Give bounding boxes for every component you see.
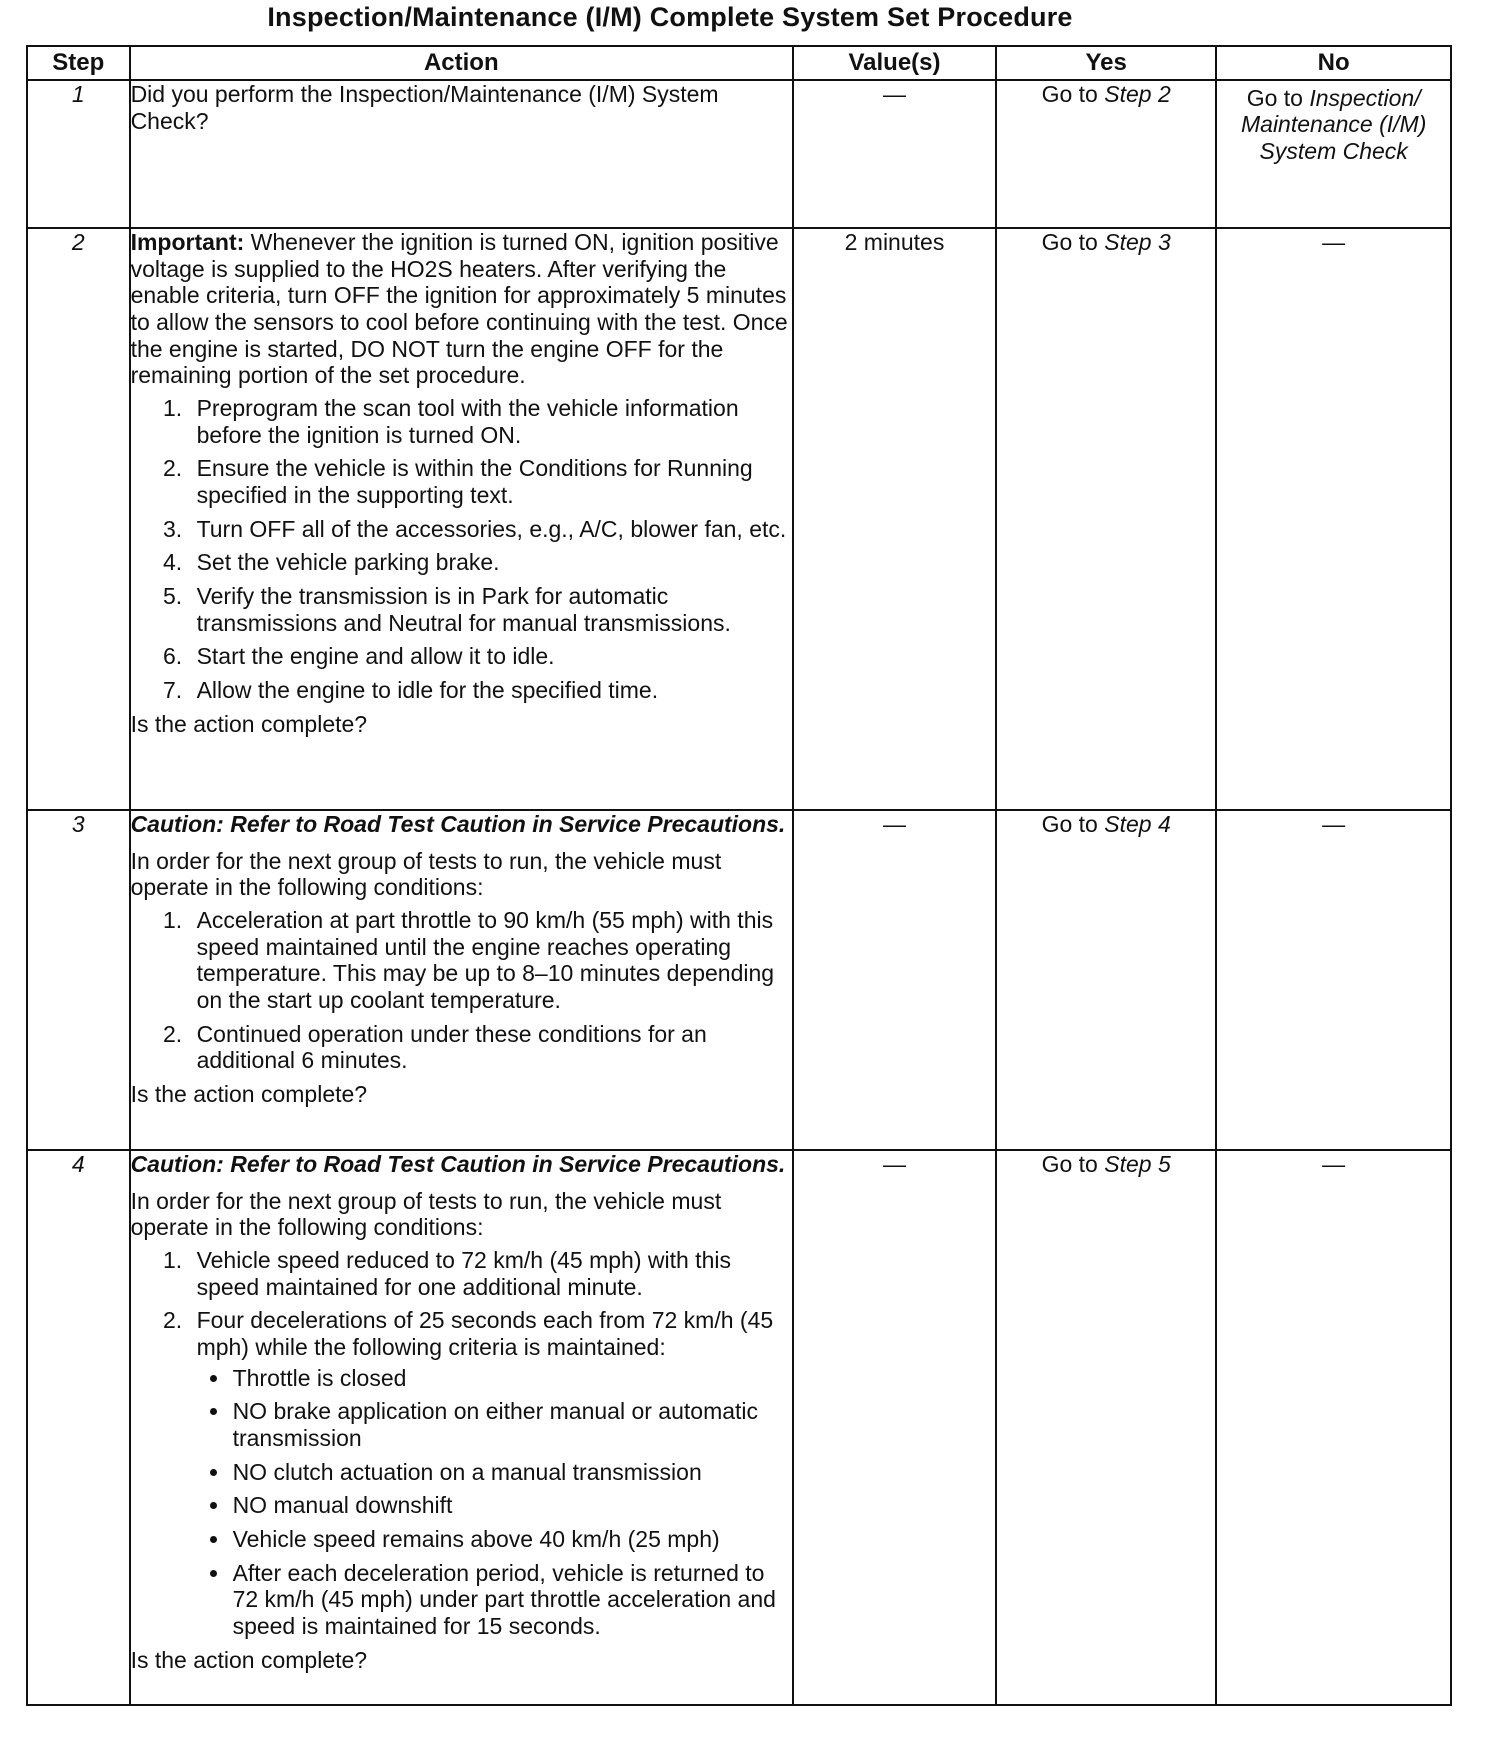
intro-text: In order for the next group of tests to run, the vehicle must operate in the following conditions: [130,1187,722,1241]
step-number: 4 [27,1150,130,1705]
value-cell: — [793,810,996,1150]
intro-text: In order for the next group of tests to run, the vehicle must operate in the following conditions: [130,847,722,901]
procedure-list [131,395,792,704]
action-cell [130,810,793,1150]
header-action: Action [130,46,793,80]
bullet-item: • After each deceleration period, vehicle is returned to 72 km/h (45 mph) under part throttle acceleration and speed is maintained for 15 seconds. [231,1560,792,1640]
header-yes: Yes [996,46,1216,80]
important-note [131,229,792,389]
no-link[interactable]: Inspection/ Maintenance (I/M) System Check [1241,85,1427,164]
list-item: 1. Preprogram the scan tool with the vehicle information before the ignition is turned ON. [189,395,792,448]
step-number: 2 [27,228,130,810]
bullet-item: • Throttle is closed [231,1365,792,1392]
yes-link[interactable]: Step 2 [1104,81,1171,107]
yes-prefix: Go to [1041,81,1105,107]
list-item: 6. Start the engine and allow it to idle. [189,643,792,670]
list-item: 5. Verify the transmission is in Park for automatic transmissions and Neutral for manual transmissions. [189,583,792,636]
procedure-list [131,907,792,1074]
no-cell: — [1216,810,1451,1150]
bullet-item: • NO brake application on either manual or automatic transmission [231,1398,792,1451]
no-cell [1216,80,1451,228]
list-item: 2. Ensure the vehicle is within the Conditions for Running specified in the supporting text. [189,455,792,508]
procedure-list [131,1247,792,1640]
table-row [27,810,1451,1150]
value-cell: 2 minutes [793,228,996,810]
table-row [27,1150,1451,1705]
question-text: Is the action complete? [130,710,368,737]
header-values: Value(s) [793,46,996,80]
header-row [27,46,1451,80]
yes-link[interactable]: Step 3 [1104,229,1171,255]
step-number: 1 [27,80,130,228]
step-number: 3 [27,810,130,1150]
no-prefix: Go to [1246,85,1310,111]
list-item-text: Four decelerations of 25 seconds each from 72 km/h (45 mph) while the following criteria is maintained: [196,1307,774,1361]
page-title: Inspection/Maintenance (I/M) Complete System Set Procedure [267,2,1073,32]
question-text: Is the action complete? [130,1646,368,1673]
action-cell [130,228,793,810]
caution-note: Caution: Refer to Road Test Caution in Service Precautions. [130,1151,786,1177]
important-label: Important: [130,229,245,255]
no-cell: — [1216,228,1451,810]
question-text: Is the action complete? [130,1081,368,1108]
table-row [27,80,1451,228]
value-cell: — [793,1150,996,1705]
action-text: Did you perform the Inspection/Maintenance (I/M) System Check? [130,81,719,134]
yes-cell [996,810,1216,1150]
list-item: 1. Acceleration at part throttle to 90 km/h (55 mph) with this speed maintained until the engine reaches operating temperature. This may be up to 8–10 minutes depending on the start up coolant temperature. [189,907,792,1014]
bullet-item: • NO clutch actuation on a manual transmission [231,1459,792,1486]
list-item: 2. Continued operation under these conditions for an additional 6 minutes. [189,1021,792,1074]
list-item [189,1307,792,1639]
criteria-list [197,1365,792,1640]
table-row [27,228,1451,810]
caution-note: Caution: Refer to Road Test Caution in Service Precautions. [130,811,786,837]
action-cell [130,80,793,228]
yes-prefix: Go to [1041,1151,1105,1177]
list-item: 3. Turn OFF all of the accessories, e.g., A/C, blower fan, etc. [189,516,792,543]
yes-prefix: Go to [1041,811,1105,837]
procedure-table [26,45,1452,1706]
list-item: 7. Allow the engine to idle for the specified time. [189,677,792,704]
bullet-item: • NO manual downshift [231,1492,792,1519]
list-item: 1. Vehicle speed reduced to 72 km/h (45 mph) with this speed maintained for one additional minute. [189,1247,792,1300]
list-item: 4. Set the vehicle parking brake. [189,549,792,576]
header-step: Step [27,46,130,80]
yes-cell [996,228,1216,810]
bullet-item: • Vehicle speed remains above 40 km/h (25 mph) [231,1526,792,1553]
no-cell: — [1216,1150,1451,1705]
action-cell [130,1150,793,1705]
yes-cell [996,80,1216,228]
header-no: No [1216,46,1451,80]
yes-cell [996,1150,1216,1705]
value-cell: — [793,80,996,228]
yes-link[interactable]: Step 5 [1104,1151,1171,1177]
yes-prefix: Go to [1041,229,1105,255]
yes-link[interactable]: Step 4 [1104,811,1171,837]
important-text: Whenever the ignition is turned ON, ignition positive voltage is supplied to the HO2S heaters. After verifying the enable criteria, turn OFF the ignition for approximately 5 minutes to allow the sensors to cool before continuing with the test. Once the engine is started, DO NOT turn the engine OFF for the remaining portion of the set procedure. [130,229,788,389]
